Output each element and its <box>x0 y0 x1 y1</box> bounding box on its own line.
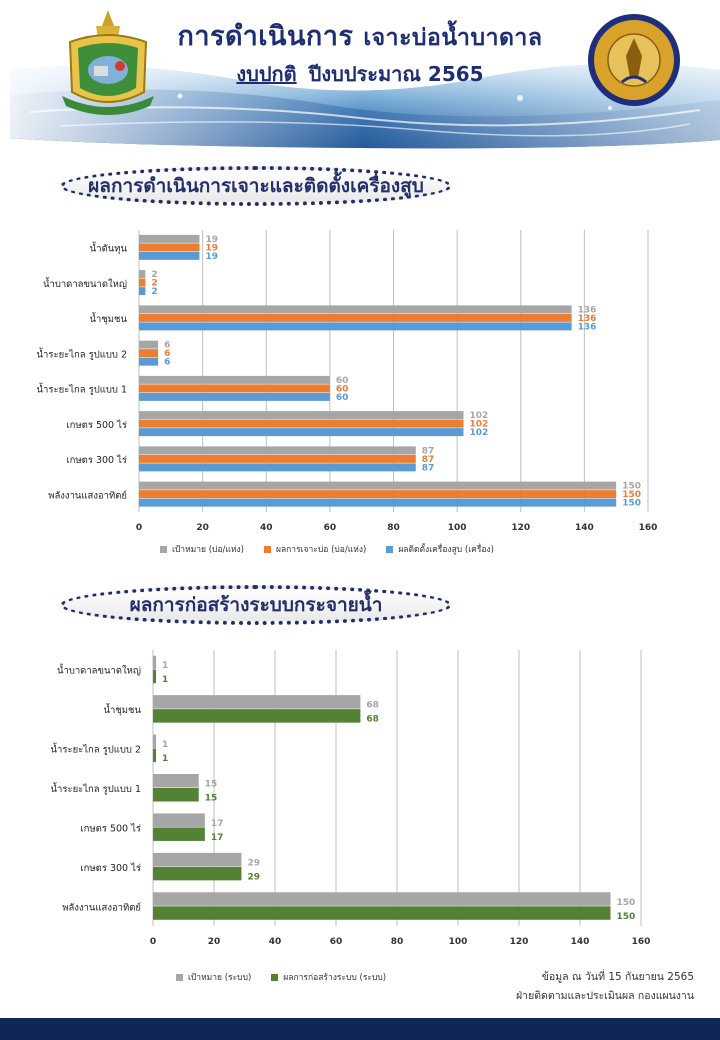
bar <box>139 252 199 260</box>
data-label: 2 <box>151 270 158 281</box>
data-label: 87 <box>421 463 435 474</box>
legend-item-drilled: ผลการเจาะบ่อ (บ่อ/แห่ง) <box>264 542 366 556</box>
data-label: 136 <box>577 305 597 316</box>
data-label: 68 <box>366 700 379 711</box>
data-label: 17 <box>210 818 224 829</box>
page-subtitle: งบปกติ ปีงบประมาณ 2565 <box>236 62 484 86</box>
page-title: การดำเนินการ เจาะบ่อน้ำบาดาล <box>177 21 543 52</box>
x-tick-label: 140 <box>574 523 594 533</box>
category-label: พลังงานแสงอาทิตย์ <box>62 902 141 914</box>
x-tick-label: 80 <box>390 937 404 947</box>
data-label: 6 <box>164 340 171 351</box>
data-label: 1 <box>162 754 169 765</box>
chart2-legend <box>176 970 386 984</box>
data-label: 102 <box>469 428 489 439</box>
drilling-results-chart <box>0 220 720 590</box>
bar <box>153 774 199 788</box>
data-label: 29 <box>247 872 260 883</box>
category-label: เกษตร 300 ไร่ <box>80 862 141 874</box>
data-label: 68 <box>366 714 379 725</box>
category-label: เกษตร 300 ไร่ <box>66 455 127 467</box>
bar <box>139 463 416 471</box>
category-label: น้ำระยะไกล รูปแบบ 1 <box>36 384 127 396</box>
bar <box>139 349 158 357</box>
bar <box>139 279 145 287</box>
data-label: 60 <box>335 392 349 403</box>
bar <box>139 455 416 463</box>
data-label: 6 <box>164 357 171 368</box>
category-label: น้ำชุมชน <box>103 705 141 717</box>
bar <box>139 341 158 349</box>
category-label: น้ำบาดาลขนาดใหญ่ <box>56 665 141 677</box>
x-tick-label: 120 <box>509 937 529 947</box>
data-label: 15 <box>204 793 218 804</box>
x-tick-label: 80 <box>387 523 400 533</box>
x-tick-label: 160 <box>638 523 658 533</box>
bar <box>153 827 205 841</box>
data-label: 60 <box>335 384 349 395</box>
footnote-source: ฝ่ายติดตามและประเมินผล กองแผนงาน <box>516 990 694 1002</box>
provincial-seal-icon <box>58 8 158 118</box>
bar <box>139 446 416 454</box>
data-label: 150 <box>622 498 641 509</box>
bar <box>153 735 156 749</box>
data-label: 19 <box>205 243 218 254</box>
bar <box>139 314 572 322</box>
data-label: 87 <box>421 454 435 465</box>
category-label: เกษตร 500 ไร่ <box>80 823 141 835</box>
x-tick-label: 20 <box>207 937 221 947</box>
chart1-legend <box>160 542 494 556</box>
legend-swatch-target <box>176 974 183 981</box>
legend-swatch-pump <box>386 546 393 553</box>
x-tick-label: 0 <box>135 523 143 533</box>
data-label: 2 <box>151 278 158 289</box>
distribution-system-chart <box>0 640 720 960</box>
bar <box>153 813 205 827</box>
x-tick-label: 20 <box>196 523 209 533</box>
x-tick-label: 140 <box>570 937 590 947</box>
data-label: 150 <box>616 911 636 922</box>
bar <box>153 788 199 802</box>
section-heading-drilling: ผลการดำเนินการเจาะและติดตั้งเครื่องสูบ <box>60 166 452 206</box>
category-label: น้ำบาดาลขนาดใหญ่ <box>42 278 127 290</box>
data-label: 29 <box>247 858 260 869</box>
legend-swatch-target <box>160 546 167 553</box>
x-tick-label: 40 <box>259 523 273 533</box>
legend-item-target: เป้าหมาย (ระบบ) <box>176 970 251 984</box>
data-label: 1 <box>162 675 169 686</box>
data-label: 19 <box>205 251 218 262</box>
bar <box>139 482 616 490</box>
category-label: เกษตร 500 ไร่ <box>66 419 127 431</box>
bar <box>139 393 330 401</box>
category-label: พลังงานแสงอาทิตย์ <box>48 490 127 502</box>
data-label: 102 <box>469 411 489 422</box>
x-tick-label: 100 <box>448 937 468 947</box>
bar <box>153 749 156 763</box>
bar <box>139 420 463 428</box>
bar <box>139 235 199 243</box>
legend-item-pump: ผลติดตั้งเครื่องสูบ (เครื่อง) <box>386 542 494 556</box>
data-label: 15 <box>204 779 218 790</box>
dgr-department-seal-icon <box>586 12 682 108</box>
footnote <box>516 968 694 1006</box>
bar <box>139 490 616 498</box>
data-label: 1 <box>162 740 169 751</box>
category-label: น้ำชุมชน <box>89 314 127 326</box>
bar <box>139 499 616 507</box>
category-label: น้ำดันทุน <box>89 243 127 255</box>
data-label: 150 <box>622 481 641 492</box>
x-tick-label: 100 <box>447 523 467 533</box>
footnote-date: ข้อมูล ณ วันที่ 15 กันยายน 2565 <box>541 971 694 983</box>
bar <box>153 670 156 684</box>
data-label: 1 <box>162 661 169 672</box>
bar <box>139 411 463 419</box>
bar <box>153 656 156 670</box>
section-heading-distribution: ผลการก่อสร้างระบบกระจายน้ำ <box>60 585 452 625</box>
data-label: 17 <box>210 832 224 843</box>
bar <box>139 243 199 251</box>
legend-item-target: เป้าหมาย (บ่อ/แห่ง) <box>160 542 244 556</box>
x-tick-label: 0 <box>149 937 157 947</box>
x-tick-label: 160 <box>631 937 651 947</box>
x-tick-label: 60 <box>323 523 337 533</box>
x-tick-label: 60 <box>329 937 343 947</box>
bar <box>139 376 330 384</box>
bar <box>139 428 463 436</box>
bar <box>139 358 158 366</box>
legend-swatch-built <box>271 974 278 981</box>
data-label: 136 <box>577 322 597 333</box>
bar <box>153 906 611 920</box>
data-label: 60 <box>335 375 349 386</box>
data-label: 19 <box>205 234 218 245</box>
category-label: น้ำระยะไกล รูปแบบ 1 <box>50 784 141 795</box>
legend-item-built: ผลการก่อสร้างระบบ (ระบบ) <box>271 970 386 984</box>
data-label: 87 <box>421 446 435 457</box>
bar <box>139 384 330 392</box>
data-label: 150 <box>616 897 636 908</box>
data-label: 102 <box>469 419 489 430</box>
bar <box>153 853 241 867</box>
x-tick-label: 120 <box>511 523 531 533</box>
footer-bar <box>0 1018 720 1040</box>
category-label: น้ำระยะไกล รูปแบบ 2 <box>50 744 141 756</box>
data-label: 2 <box>151 287 158 298</box>
data-label: 150 <box>622 490 641 501</box>
header-banner <box>0 0 720 160</box>
data-label: 6 <box>164 349 171 360</box>
bar <box>153 709 360 723</box>
bar <box>139 287 145 295</box>
bar <box>153 867 241 881</box>
bar <box>139 270 145 278</box>
bar <box>153 892 611 906</box>
x-tick-label: 40 <box>268 937 282 947</box>
category-label: น้ำระยะไกล รูปแบบ 2 <box>36 349 127 361</box>
bar <box>139 322 572 330</box>
bar <box>139 305 572 313</box>
bar <box>153 695 360 708</box>
legend-swatch-drilled <box>264 546 271 553</box>
data-label: 136 <box>577 313 597 324</box>
